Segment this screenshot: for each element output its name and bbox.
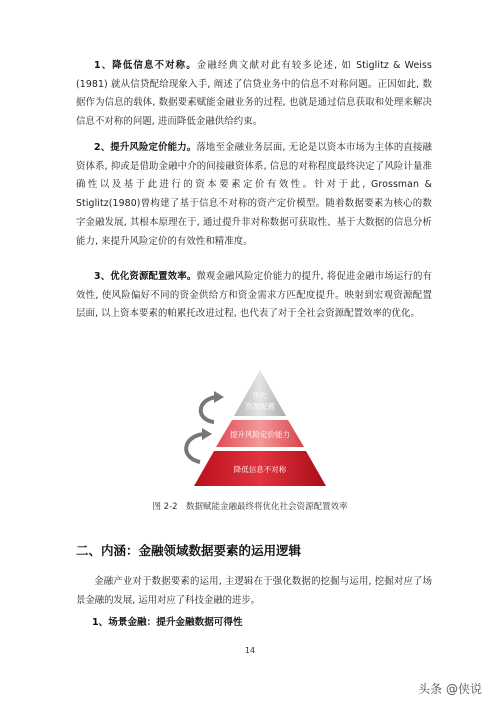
pyramid-middle-label: 提升风险定价能力 <box>230 430 290 439</box>
paragraph-3-text: 微观金融风险定价能力的提升, 将促进金融市场运行的有效性, 使风险偏好不同的资金供给方和资金需求方匹配度提升。映射到宏观资源配置层面, 以上资本要素的帕累托改进过程, 也代表了对于全社会资源配置效率的优化。 <box>76 271 433 320</box>
watermark: 头条 @侠说 <box>418 682 482 696</box>
arrow-head-lower-icon <box>202 428 212 440</box>
figure-caption: 图 2-2 数据赋能金融最终将优化社会资源配置效率 <box>152 502 348 512</box>
paragraph-1 <box>76 57 432 132</box>
section-subheading: 1、场景金融：提升金融数据可得性 <box>92 617 243 628</box>
curved-arrow-upper-icon <box>201 397 216 422</box>
pyramid-top-label-2: 资源配置 <box>245 402 275 411</box>
section-body <box>76 573 432 610</box>
arrow-head-upper-icon <box>214 391 224 403</box>
pyramid-figure <box>170 364 350 494</box>
paragraph-3-heading: 3、优化资源配置效率。 <box>94 271 197 282</box>
section-title: 二、内涵：金融领域数据要素的运用逻辑 <box>76 543 302 558</box>
curved-arrow-lower-icon <box>186 434 204 462</box>
page-number: 14 <box>244 646 256 655</box>
paragraph-2-heading: 2、提升风险定价能力。 <box>94 142 197 153</box>
paragraph-3 <box>76 268 432 324</box>
paragraph-1-text: 金融经典文献对此有较多论述, 如 Stiglitz & Weiss (1981) 就从信贷配给现象入手, 阐述了信贷业务中的信息不对称问题。正因如此, 数据作为信息的载体, 数据要素赋能金融业务的过程, 也就是通过信息获取和处理来解决信息不对称的问题, 进而降低金融供给约束。 <box>76 60 432 128</box>
pyramid-top-label-1: 优化 <box>252 391 268 400</box>
paragraph-2-text: 落地至金融业务层面, 无论是以资本市场为主体的直接融资体系, 抑或是借助金融中介的间接融资体系, 信息的对称程度最终决定了风险计量准确性以及基于此进行的资本要素定价有效性。针对于此, Grossman & Stiglitz(1980)曾构建了基于信息不对称的资产定价模型。随着数据要素为核心的数字金融发展, 其根本原理在于, 通过提升非对称数据可获取性、基于大数据的信息分析能力, 来提升风险定价的有效性和精准度。 <box>76 142 433 247</box>
section-body-text: 金融产业对于数据要素的运用, 主逻辑在于强化数据的挖掘与运用, 挖掘对应了场景金融的发展, 运用对应了科技金融的进步。 <box>76 576 432 606</box>
paragraph-1-heading: 1、降低信息不对称。 <box>94 60 197 71</box>
pyramid-bottom-label: 降低信息不对称 <box>233 465 287 474</box>
paragraph-2 <box>76 139 432 251</box>
